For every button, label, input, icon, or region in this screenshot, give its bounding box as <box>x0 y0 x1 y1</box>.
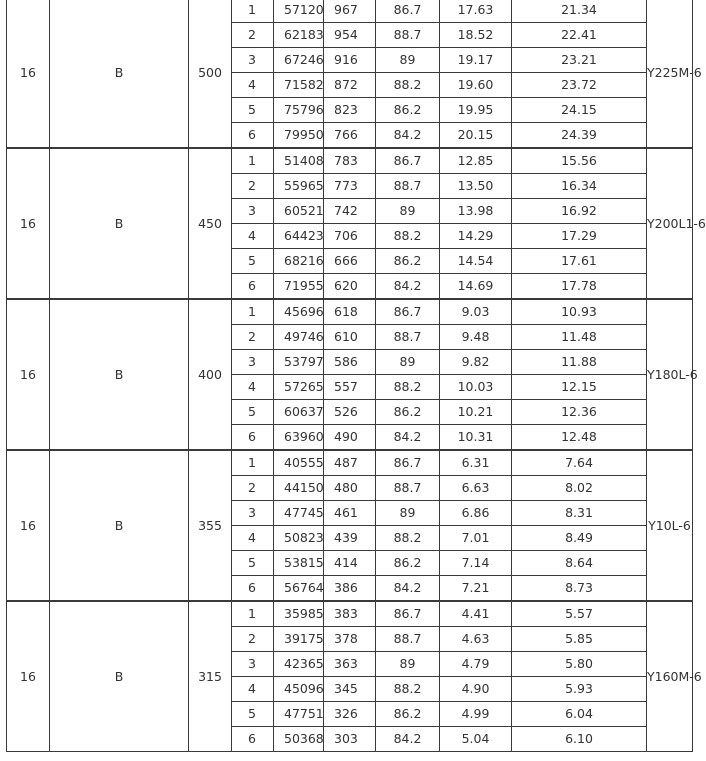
required-power-cell: 17.78 <box>512 274 647 300</box>
shaft-power-cell: 6.86 <box>440 501 512 526</box>
shaft-power-cell: 4.63 <box>440 627 512 652</box>
required-power-cell: 12.48 <box>512 425 647 451</box>
flow-cell: 50368 <box>274 727 324 752</box>
shaft-power-cell: 18.52 <box>440 23 512 48</box>
lift-cell: 480 <box>324 476 376 501</box>
efficiency-cell: 89 <box>376 350 440 375</box>
flow-cell: 64423 <box>274 224 324 249</box>
required-power-cell: 5.57 <box>512 601 647 627</box>
motor-model-cell: Y225M-6 <box>647 0 693 148</box>
lift-cell: 773 <box>324 174 376 199</box>
required-power-cell: 10.93 <box>512 299 647 325</box>
efficiency-cell: 89 <box>376 501 440 526</box>
shaft-power-cell: 12.85 <box>440 148 512 174</box>
shaft-power-cell: 6.63 <box>440 476 512 501</box>
shaft-power-cell: 19.60 <box>440 73 512 98</box>
model-cell: 16 <box>7 299 50 450</box>
efficiency-cell: 89 <box>376 652 440 677</box>
flow-cell: 35985 <box>274 601 324 627</box>
motor-model-cell: Y10L-6 <box>647 450 693 601</box>
lift-cell: 345 <box>324 677 376 702</box>
efficiency-cell: 88.7 <box>376 174 440 199</box>
table-row <box>7 601 693 627</box>
shaft-power-cell: 19.95 <box>440 98 512 123</box>
required-power-cell: 7.64 <box>512 450 647 476</box>
shaft-power-cell: 7.21 <box>440 576 512 602</box>
lift-cell: 557 <box>324 375 376 400</box>
flow-cell: 57120 <box>274 0 324 23</box>
point-number: 4 <box>232 526 274 551</box>
flow-cell: 42365 <box>274 652 324 677</box>
point-number: 1 <box>232 0 274 23</box>
model-cell: 16 <box>7 148 50 299</box>
shaft-power-cell: 20.15 <box>440 123 512 149</box>
flow-cell: 60521 <box>274 199 324 224</box>
table-row <box>7 299 693 325</box>
flow-cell: 71582 <box>274 73 324 98</box>
efficiency-cell: 86.7 <box>376 299 440 325</box>
shaft-power-cell: 14.29 <box>440 224 512 249</box>
lift-cell: 967 <box>324 0 376 23</box>
model-cell: 16 <box>7 0 50 148</box>
lift-cell: 526 <box>324 400 376 425</box>
shaft-power-cell: 10.31 <box>440 425 512 451</box>
efficiency-cell: 88.2 <box>376 73 440 98</box>
efficiency-cell: 84.2 <box>376 425 440 451</box>
point-number: 3 <box>232 199 274 224</box>
table-row <box>7 450 693 476</box>
impeller-cell: 400 <box>189 299 232 450</box>
lift-cell: 610 <box>324 325 376 350</box>
table-wrapper <box>6 0 706 752</box>
efficiency-cell: 88.7 <box>376 627 440 652</box>
shaft-power-cell: 19.17 <box>440 48 512 73</box>
shaft-power-cell: 9.48 <box>440 325 512 350</box>
efficiency-cell: 89 <box>376 48 440 73</box>
efficiency-cell: 86.7 <box>376 601 440 627</box>
table-row <box>7 0 693 23</box>
flow-cell: 62183 <box>274 23 324 48</box>
efficiency-cell: 88.2 <box>376 224 440 249</box>
point-number: 6 <box>232 123 274 149</box>
lift-cell: 872 <box>324 73 376 98</box>
efficiency-cell: 86.2 <box>376 400 440 425</box>
shaft-power-cell: 14.54 <box>440 249 512 274</box>
flow-cell: 45696 <box>274 299 324 325</box>
flow-cell: 56764 <box>274 576 324 602</box>
required-power-cell: 17.29 <box>512 224 647 249</box>
required-power-cell: 24.39 <box>512 123 647 149</box>
flow-cell: 53797 <box>274 350 324 375</box>
efficiency-cell: 88.2 <box>376 375 440 400</box>
flow-cell: 53815 <box>274 551 324 576</box>
efficiency-cell: 88.2 <box>376 526 440 551</box>
shaft-power-cell: 7.01 <box>440 526 512 551</box>
flow-cell: 68216 <box>274 249 324 274</box>
required-power-cell: 22.41 <box>512 23 647 48</box>
required-power-cell: 11.48 <box>512 325 647 350</box>
point-number: 1 <box>232 601 274 627</box>
lift-cell: 461 <box>324 501 376 526</box>
model-cell: 16 <box>7 601 50 752</box>
point-number: 6 <box>232 576 274 602</box>
efficiency-cell: 89 <box>376 199 440 224</box>
point-number: 6 <box>232 727 274 752</box>
required-power-cell: 5.80 <box>512 652 647 677</box>
required-power-cell: 15.56 <box>512 148 647 174</box>
point-number: 2 <box>232 174 274 199</box>
model-cell: 16 <box>7 450 50 601</box>
impeller-cell: 500 <box>189 0 232 148</box>
type-cell: B <box>50 148 189 299</box>
point-number: 4 <box>232 375 274 400</box>
required-power-cell: 8.31 <box>512 501 647 526</box>
flow-cell: 63960 <box>274 425 324 451</box>
flow-cell: 47745 <box>274 501 324 526</box>
lift-cell: 383 <box>324 601 376 627</box>
flow-cell: 71955 <box>274 274 324 300</box>
flow-cell: 40555 <box>274 450 324 476</box>
efficiency-cell: 86.7 <box>376 148 440 174</box>
table-row <box>7 148 693 174</box>
pump-performance-table <box>6 0 706 752</box>
lift-cell: 706 <box>324 224 376 249</box>
table-body <box>7 0 706 752</box>
lift-cell: 954 <box>324 23 376 48</box>
required-power-cell: 23.21 <box>512 48 647 73</box>
lift-cell: 586 <box>324 350 376 375</box>
point-number: 5 <box>232 400 274 425</box>
required-power-cell: 8.02 <box>512 476 647 501</box>
flow-cell: 49746 <box>274 325 324 350</box>
point-number: 6 <box>232 274 274 300</box>
shaft-power-cell: 9.82 <box>440 350 512 375</box>
lift-cell: 378 <box>324 627 376 652</box>
shaft-power-cell: 4.99 <box>440 702 512 727</box>
efficiency-cell: 88.2 <box>376 677 440 702</box>
lift-cell: 766 <box>324 123 376 149</box>
shaft-power-cell: 4.41 <box>440 601 512 627</box>
shaft-power-cell: 4.79 <box>440 652 512 677</box>
flow-cell: 67246 <box>274 48 324 73</box>
required-power-cell: 5.93 <box>512 677 647 702</box>
shaft-power-cell: 10.03 <box>440 375 512 400</box>
efficiency-cell: 88.7 <box>376 23 440 48</box>
impeller-cell: 450 <box>189 148 232 299</box>
point-number: 4 <box>232 677 274 702</box>
flow-cell: 51408 <box>274 148 324 174</box>
shaft-power-cell: 6.31 <box>440 450 512 476</box>
lift-cell: 414 <box>324 551 376 576</box>
point-number: 2 <box>232 325 274 350</box>
lift-cell: 363 <box>324 652 376 677</box>
lift-cell: 823 <box>324 98 376 123</box>
type-cell: B <box>50 0 189 148</box>
efficiency-cell: 84.2 <box>376 576 440 602</box>
impeller-cell: 355 <box>189 450 232 601</box>
required-power-cell: 8.49 <box>512 526 647 551</box>
point-number: 3 <box>232 350 274 375</box>
lift-cell: 303 <box>324 727 376 752</box>
required-power-cell: 17.61 <box>512 249 647 274</box>
required-power-cell: 23.72 <box>512 73 647 98</box>
point-number: 2 <box>232 23 274 48</box>
point-number: 6 <box>232 425 274 451</box>
flow-cell: 60637 <box>274 400 324 425</box>
lift-cell: 490 <box>324 425 376 451</box>
efficiency-cell: 84.2 <box>376 274 440 300</box>
flow-cell: 39175 <box>274 627 324 652</box>
flow-cell: 47751 <box>274 702 324 727</box>
lift-cell: 666 <box>324 249 376 274</box>
type-cell: B <box>50 299 189 450</box>
required-power-cell: 5.85 <box>512 627 647 652</box>
point-number: 5 <box>232 551 274 576</box>
point-number: 5 <box>232 98 274 123</box>
flow-cell: 55965 <box>274 174 324 199</box>
motor-model-cell: Y180L-6 <box>647 299 693 450</box>
efficiency-cell: 86.2 <box>376 702 440 727</box>
point-number: 3 <box>232 48 274 73</box>
efficiency-cell: 86.2 <box>376 98 440 123</box>
flow-cell: 45096 <box>274 677 324 702</box>
motor-model-cell: Y160M-6 <box>647 601 693 752</box>
shaft-power-cell: 17.63 <box>440 0 512 23</box>
lift-cell: 742 <box>324 199 376 224</box>
lift-cell: 326 <box>324 702 376 727</box>
required-power-cell: 16.34 <box>512 174 647 199</box>
required-power-cell: 12.36 <box>512 400 647 425</box>
shaft-power-cell: 4.90 <box>440 677 512 702</box>
point-number: 2 <box>232 627 274 652</box>
point-number: 1 <box>232 299 274 325</box>
flow-cell: 79950 <box>274 123 324 149</box>
motor-model-cell: Y200L1-6 <box>647 148 693 299</box>
shaft-power-cell: 9.03 <box>440 299 512 325</box>
shaft-power-cell: 7.14 <box>440 551 512 576</box>
required-power-cell: 11.88 <box>512 350 647 375</box>
point-number: 1 <box>232 148 274 174</box>
required-power-cell: 16.92 <box>512 199 647 224</box>
lift-cell: 618 <box>324 299 376 325</box>
point-number: 4 <box>232 73 274 98</box>
efficiency-cell: 86.7 <box>376 0 440 23</box>
lift-cell: 916 <box>324 48 376 73</box>
lift-cell: 487 <box>324 450 376 476</box>
efficiency-cell: 84.2 <box>376 123 440 149</box>
efficiency-cell: 84.2 <box>376 727 440 752</box>
point-number: 3 <box>232 652 274 677</box>
flow-cell: 44150 <box>274 476 324 501</box>
required-power-cell: 6.10 <box>512 727 647 752</box>
required-power-cell: 6.04 <box>512 702 647 727</box>
lift-cell: 620 <box>324 274 376 300</box>
shaft-power-cell: 10.21 <box>440 400 512 425</box>
type-cell: B <box>50 450 189 601</box>
impeller-cell: 315 <box>189 601 232 752</box>
efficiency-cell: 86.2 <box>376 551 440 576</box>
flow-cell: 75796 <box>274 98 324 123</box>
efficiency-cell: 88.7 <box>376 476 440 501</box>
lift-cell: 439 <box>324 526 376 551</box>
required-power-cell: 8.64 <box>512 551 647 576</box>
shaft-power-cell: 13.98 <box>440 199 512 224</box>
point-number: 5 <box>232 702 274 727</box>
shaft-power-cell: 14.69 <box>440 274 512 300</box>
required-power-cell: 8.73 <box>512 576 647 602</box>
point-number: 1 <box>232 450 274 476</box>
required-power-cell: 21.34 <box>512 0 647 23</box>
efficiency-cell: 86.2 <box>376 249 440 274</box>
shaft-power-cell: 5.04 <box>440 727 512 752</box>
flow-cell: 50823 <box>274 526 324 551</box>
lift-cell: 783 <box>324 148 376 174</box>
point-number: 4 <box>232 224 274 249</box>
point-number: 5 <box>232 249 274 274</box>
efficiency-cell: 88.7 <box>376 325 440 350</box>
shaft-power-cell: 13.50 <box>440 174 512 199</box>
required-power-cell: 12.15 <box>512 375 647 400</box>
required-power-cell: 24.15 <box>512 98 647 123</box>
type-cell: B <box>50 601 189 752</box>
lift-cell: 386 <box>324 576 376 602</box>
efficiency-cell: 86.7 <box>376 450 440 476</box>
point-number: 2 <box>232 476 274 501</box>
flow-cell: 57265 <box>274 375 324 400</box>
point-number: 3 <box>232 501 274 526</box>
